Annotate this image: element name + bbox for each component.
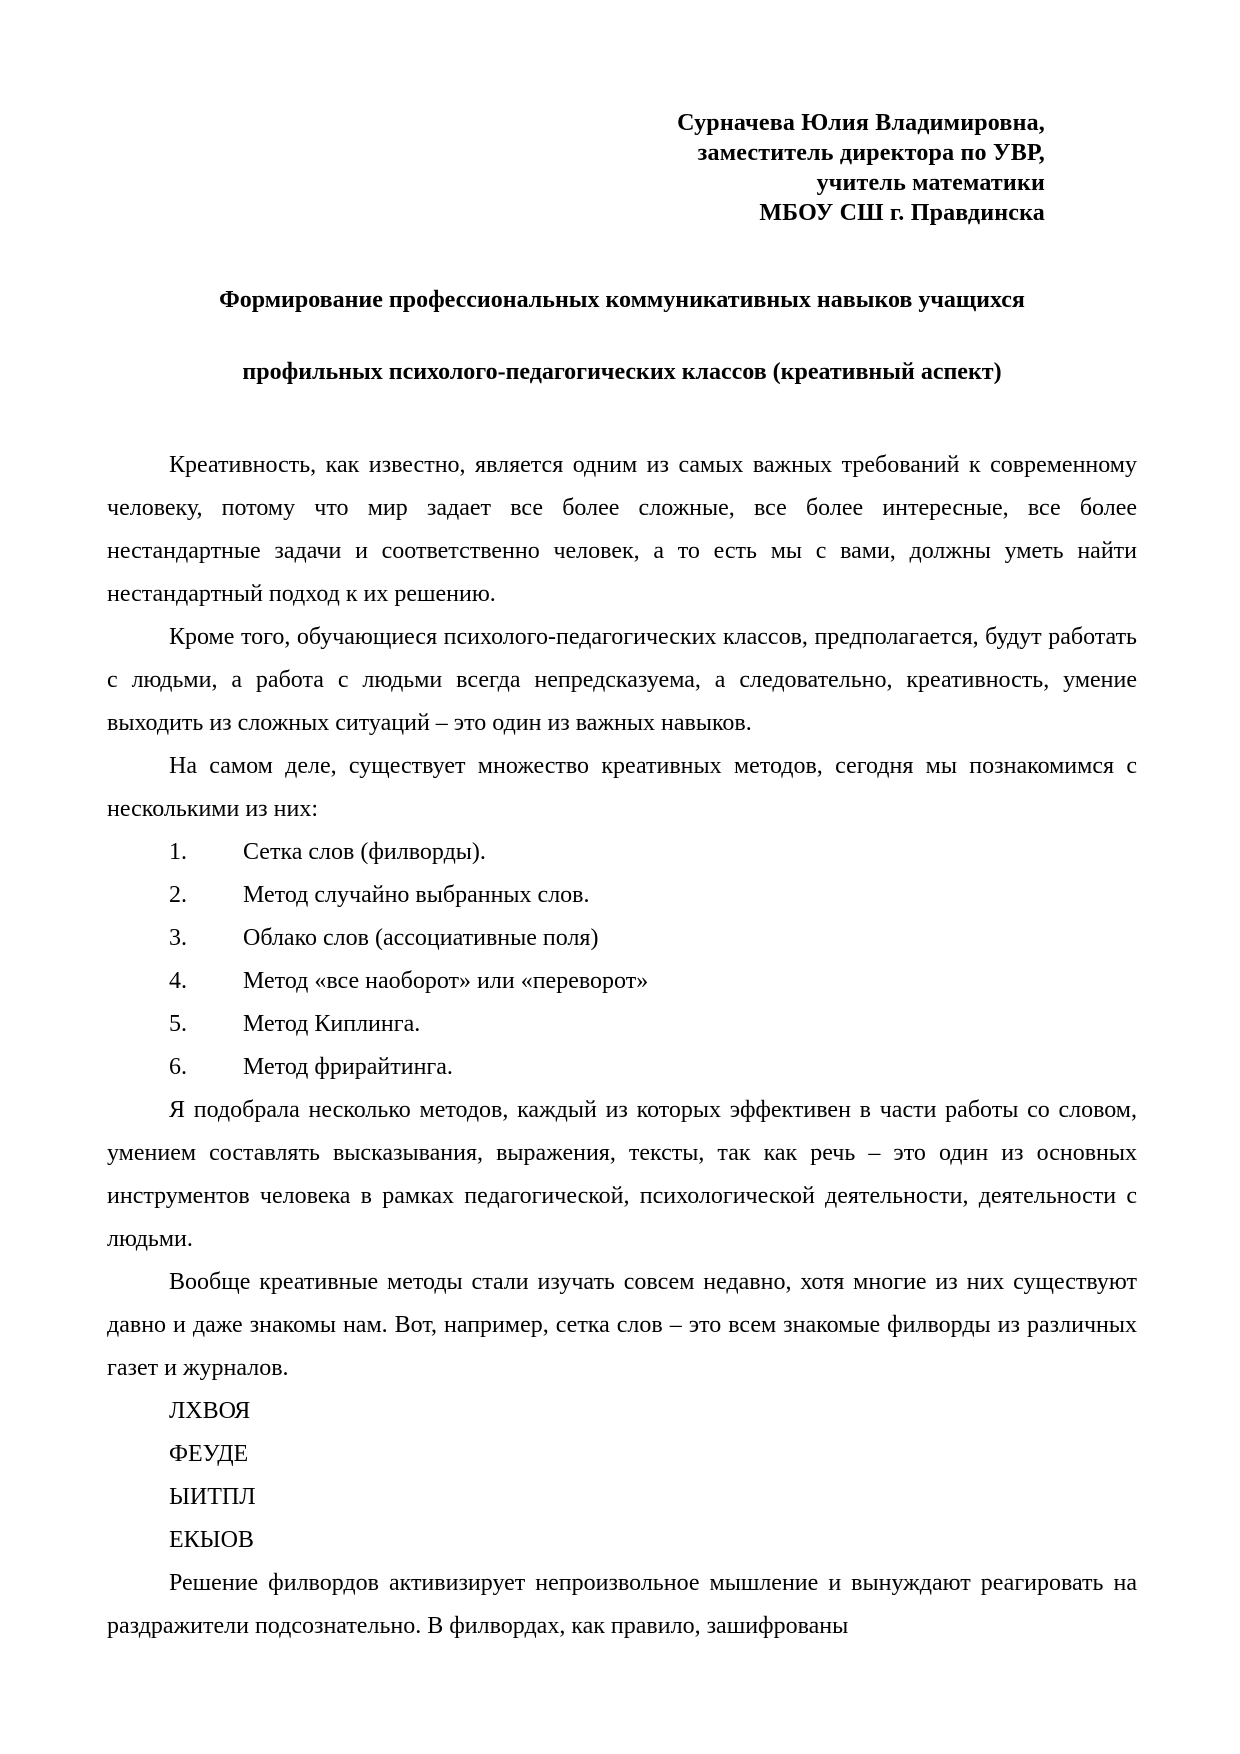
- title-line-1: Формирование профессиональных коммуникативных навыков учащихся: [219, 287, 1025, 313]
- list-label: Метод случайно выбранных слов.: [243, 882, 590, 908]
- list-number: 1.: [169, 839, 187, 865]
- paragraph-filvordy-solution: Решение филвордов активизирует непроизвольное мышление и вынуждают реагировать на раздражители подсознательно. В филвордах, как правило, зашифрованы: [107, 1570, 1137, 1639]
- list-item-random-words: [107, 874, 1137, 917]
- author-name: Сурначева Юлия Владимировна,: [677, 110, 1045, 136]
- list-label: Сетка слов (филворды).: [243, 839, 486, 865]
- title-line-2: профильных психолого-педагогических классов (креативный аспект): [242, 359, 1002, 385]
- paragraph-methods-history: Вообще креативные методы стали изучать совсем недавно, хотя многие из них существуют давно и даже знакомы нам. Вот, например, сетка слов – это всем знакомые филворды из различных газет и журналов.: [107, 1269, 1137, 1381]
- list-label: Облако слов (ассоциативные поля): [243, 925, 599, 951]
- list-label: Метод фрирайтинга.: [243, 1054, 453, 1080]
- paragraph-creativity: Креативность, как известно, является одним из самых важных требований к современному человеку, потому что мир задает все более сложные, все более интересные, все более нестандартные задачи и соответственно человек, а то есть мы с вами, должны уметь найти нестандартный подход к их решению.: [107, 452, 1137, 607]
- author-block: [107, 108, 1045, 228]
- author-position-1: заместитель директора по УВР,: [697, 140, 1045, 166]
- list-number: 4.: [169, 968, 187, 994]
- list-item-kipling: [107, 1003, 1137, 1046]
- list-number: 2.: [169, 882, 187, 908]
- list-number: 3.: [169, 925, 187, 951]
- list-label: Метод «все наоборот» или «переворот»: [243, 968, 649, 994]
- word-grid-row: ЛХВОЯ: [169, 1398, 251, 1424]
- paragraph-methods-intro: На самом деле, существует множество креативных методов, сегодня мы познакомимся с несколькими из них:: [107, 753, 1137, 822]
- list-label: Метод Киплинга.: [243, 1011, 421, 1037]
- list-item-freewriting: [107, 1046, 1137, 1089]
- author-position-2: учитель математики: [816, 170, 1045, 196]
- word-grid-example: [107, 1390, 1137, 1562]
- word-grid-row: ФЕУДЕ: [169, 1441, 249, 1467]
- author-school: МБОУ СШ г. Правдинска: [759, 200, 1045, 226]
- word-grid-row: ЕКЫОВ: [169, 1527, 254, 1553]
- document-title: [107, 264, 1137, 408]
- list-number: 6.: [169, 1054, 187, 1080]
- list-item-reverse: [107, 960, 1137, 1003]
- paragraph-method-selection: Я подобрала несколько методов, каждый из которых эффективен в части работы со словом, умением составлять высказывания, выражения, тексты, так как речь – это один из основных инструментов человека в рамках педагогической, психологической деятельности, деятельности с людьми.: [107, 1097, 1137, 1252]
- paragraph-pedagogical-classes: Кроме того, обучающиеся психолого-педагогических классов, предполагается, будут работать с людьми, а работа с людьми всегда непредсказуема, а следовательно, креативность, умение выходить из сложных ситуаций – это один из важных навыков.: [107, 624, 1137, 736]
- word-grid-row: ЫИТПЛ: [169, 1484, 256, 1510]
- methods-list: [107, 831, 1137, 1089]
- list-item-filvordy: [107, 831, 1137, 874]
- list-item-word-cloud: [107, 917, 1137, 960]
- list-number: 5.: [169, 1011, 187, 1037]
